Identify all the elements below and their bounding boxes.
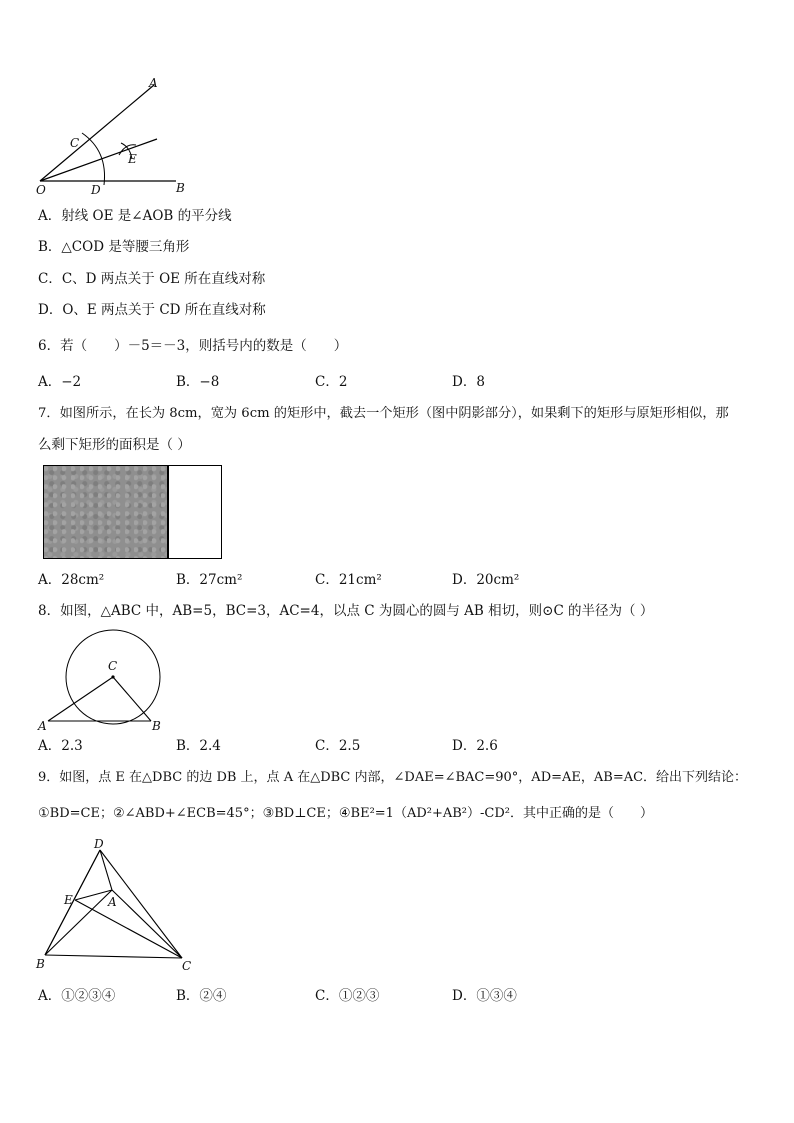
remaining-rectangle: [167, 465, 222, 559]
q9-option-c: C．①②③: [315, 988, 380, 1004]
circle-tangent-figure: [36, 634, 171, 734]
label-O: O: [36, 183, 46, 197]
rectangle-figure: [43, 465, 221, 559]
label-C: C: [108, 659, 118, 673]
label-A: A: [38, 719, 47, 733]
q7-option-d: D．20cm²: [452, 572, 520, 588]
q7-option-b: B．27cm²: [176, 572, 243, 588]
q5-option-d: D．O、E 两点关于 CD 所在直线对称: [38, 302, 266, 318]
q8-option-c: C．2.5: [315, 738, 361, 754]
q7-question-line2: 么剩下矩形的面积是（ ）: [38, 437, 191, 453]
q8-option-b: B．2.4: [176, 738, 221, 754]
label-E: E: [64, 893, 73, 907]
q6-option-c: C．2: [315, 374, 348, 390]
q5-option-a: A．射线 OE 是∠AOB 的平分线: [38, 208, 232, 224]
q5-option-b: B．△COD 是等腰三角形: [38, 239, 190, 255]
label-C: C: [70, 136, 80, 150]
q9-option-d: D．①③④: [452, 988, 517, 1004]
q9-option-a: A．①②③④: [38, 988, 116, 1004]
angle-bisector-figure: [30, 75, 200, 200]
q8-option-a: A．2.3: [38, 738, 83, 754]
q5-option-c: C．C、D 两点关于 OE 所在直线对称: [38, 271, 266, 287]
label-A: A: [149, 76, 158, 90]
q7-question-line1: 7．如图所示，在长为 8cm，宽为 6cm 的矩形中，截去一个矩形（图中阴影部分），如果剩下的矩形与原矩形相似，那: [38, 406, 729, 421]
q6-option-a: A．−2: [38, 374, 82, 390]
label-B: B: [176, 181, 185, 195]
q7-option-c: C．21cm²: [315, 572, 382, 588]
q9-question-line1: 9．如图，点 E 在△DBC 的边 DB 上，点 A 在△DBC 内部，∠DAE=∠BAC=90°，AD=AE，AB=AC．给出下列结论：: [38, 770, 748, 785]
q8-option-d: D．2.6: [452, 738, 498, 754]
triangle-figure: [34, 836, 204, 976]
label-C: C: [182, 959, 192, 973]
label-B: B: [152, 719, 161, 733]
q7-option-a: A．28cm²: [38, 572, 105, 588]
label-D: D: [94, 837, 104, 851]
q9-option-b: B．②④: [176, 988, 227, 1004]
q6-option-d: D．8: [452, 374, 485, 390]
label-E: E: [128, 152, 137, 166]
q6-option-b: B．−8: [176, 374, 220, 390]
label-B: B: [36, 957, 45, 971]
q8-question: 8．如图，△ABC 中，AB=5，BC=3，AC=4，以点 C 为圆心的圆与 AB 相切，则⊙C 的半径为（ ）: [38, 603, 654, 619]
label-D: D: [91, 183, 101, 197]
q9-question-line2: ①BD=CE；②∠ABD+∠ECB=45°；③BD⊥CE；④BE²=1（AD²+AB²）-CD²．其中正确的是（ ）: [38, 806, 653, 821]
q6-question: 6．若（ ）－5＝－3，则括号内的数是（ ）: [38, 338, 348, 354]
shaded-rectangle: [43, 465, 169, 559]
label-A: A: [108, 895, 117, 909]
